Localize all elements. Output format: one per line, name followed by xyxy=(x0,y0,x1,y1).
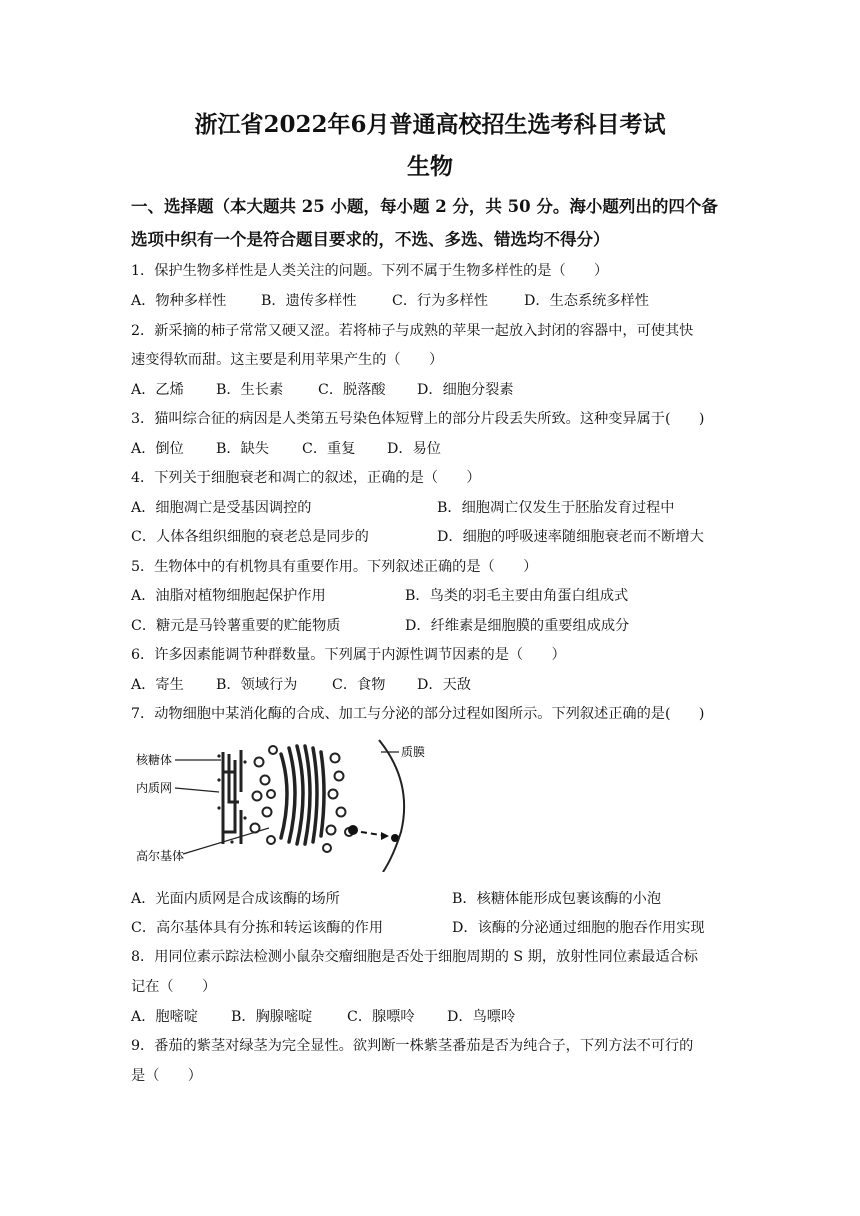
question-3-stem: 3．猫叫综合征的病因是人类第五号染色体短臂上的部分片段丢失所致。这种变异属于( ) xyxy=(131,411,705,427)
question-3-option-a: A．倒位 xyxy=(131,441,184,457)
question-8-option-c: C．腺嘌呤 xyxy=(347,1009,415,1025)
question-5-option-b: B．鸟类的羽毛主要由角蛋白组成式 xyxy=(405,588,629,604)
figure-label-ribosome: 核糖体 xyxy=(136,753,173,767)
plasma-membrane xyxy=(379,740,404,872)
question-8-stem-line-2: 记在（ ） xyxy=(131,979,217,995)
cell-secretion-figure xyxy=(131,732,431,872)
question-6-option-b: B．领域行为 xyxy=(216,677,298,693)
figure-label-er: 内质网 xyxy=(136,781,173,795)
question-4-option-a: A．细胞凋亡是受基因调控的 xyxy=(131,500,312,516)
question-5-option-d: D．纤维素是细胞膜的重要组成成分 xyxy=(405,618,630,634)
exam-title: 浙江省2022年6月普通高校招生选考科目考试 xyxy=(194,111,666,138)
section-heading-line-1: 一、选择题（本大题共 25 小题，每小题 2 分，共 50 分。海小题列出的四个备 xyxy=(131,197,718,216)
question-8-option-d: D．鸟嘌呤 xyxy=(447,1009,516,1025)
question-2-option-a: A．乙烯 xyxy=(131,382,184,398)
question-8-stem-line-1: 8．用同位素示踪法检测小鼠杂交瘤细胞是否处于细胞周期的 S 期，放射性同位素最适合标 xyxy=(131,949,698,965)
figure-label-golgi: 高尔基体 xyxy=(136,849,185,863)
question-1-option-c: C．行为多样性 xyxy=(392,293,488,309)
question-6-option-d: D．天敌 xyxy=(417,677,471,693)
question-4-option-d: D．细胞的呼吸速率随细胞衰老而不断增大 xyxy=(437,529,704,545)
question-7-option-d: D．该酶的分泌通过细胞的胞吞作用实现 xyxy=(452,920,705,936)
question-2-stem-line-2: 速变得软而甜。这主要是利用苹果产生的（ ） xyxy=(131,352,444,368)
question-7-stem: 7．动物细胞中某消化酶的合成、加工与分泌的部分过程如图所示。下列叙述正确的是( ) xyxy=(131,706,705,722)
golgi-stack xyxy=(281,746,324,844)
question-2-option-c: C．脱落酸 xyxy=(318,382,386,398)
question-6-option-c: C．食物 xyxy=(332,677,386,693)
question-2-option-d: D．细胞分裂素 xyxy=(417,382,514,398)
er-leader-line xyxy=(175,788,219,792)
question-3-option-d: D．易位 xyxy=(387,441,441,457)
secretory-vesicle xyxy=(348,825,358,835)
question-3-option-b: B．缺失 xyxy=(216,441,269,457)
figure-label-membrane: 质膜 xyxy=(401,745,426,759)
question-9-stem-line-2: 是（ ） xyxy=(131,1068,202,1084)
question-6-stem: 6．许多因素能调节种群数量。下列属于内源性调节因素的是（ ） xyxy=(131,647,566,663)
question-2-stem-line-1: 2．新采摘的柿子常常又硬又涩。若将柿子与成熟的苹果一起放入封闭的容器中，可使其快 xyxy=(131,323,694,339)
question-8-option-a: A．胞嘧啶 xyxy=(131,1009,198,1025)
question-6-option-a: A．寄生 xyxy=(131,677,184,693)
section-heading-line-2: 选项中织有一个是符合题目要求的，不选、多选、错选均不得分） xyxy=(131,230,610,249)
question-7-option-c: C．高尔基体具有分拣和转运该酶的作用 xyxy=(131,920,384,936)
question-5-option-a: A．油脂对植物细胞起保护作用 xyxy=(131,588,326,604)
question-1-option-d: D．生态系统多样性 xyxy=(524,293,649,309)
question-8-option-b: B．胸腺嘧啶 xyxy=(231,1009,313,1025)
question-9-stem-line-1: 9．番茄的紫茎对绿茎为完全显性。欲判断一株紫茎番茄是否为纯合子，下列方法不可行的 xyxy=(131,1038,694,1054)
rough-er-shape xyxy=(223,750,241,844)
question-3-option-c: C．重复 xyxy=(302,441,356,457)
question-4-stem: 4．下列关于细胞衰老和凋亡的叙述，正确的是（ ） xyxy=(131,470,481,486)
question-4-option-b: B．细胞凋亡仅发生于胚胎发育过程中 xyxy=(437,500,675,516)
question-5-stem: 5．生物体中的有机物具有重要作用。下列叙述正确的是（ ） xyxy=(131,559,538,575)
exam-subject: 生物 xyxy=(407,153,453,180)
question-7-option-a: A．光面内质网是合成该酶的场所 xyxy=(131,891,340,907)
question-1-option-b: B．遗传多样性 xyxy=(261,293,357,309)
question-4-option-c: C．人体各组织细胞的衰老总是同步的 xyxy=(131,529,369,545)
question-1-stem: 1．保护生物多样性是人类关注的问题。下列不属于生物多样性的是（ ） xyxy=(131,263,609,279)
question-1-option-a: A．物种多样性 xyxy=(131,293,227,309)
transport-arrowhead xyxy=(381,832,389,840)
question-2-option-b: B．生长素 xyxy=(216,382,284,398)
question-7-option-b: B．核糖体能形成包裹该酶的小泡 xyxy=(452,891,662,907)
question-5-option-c: C．糖元是马铃薯重要的贮能物质 xyxy=(131,618,341,634)
